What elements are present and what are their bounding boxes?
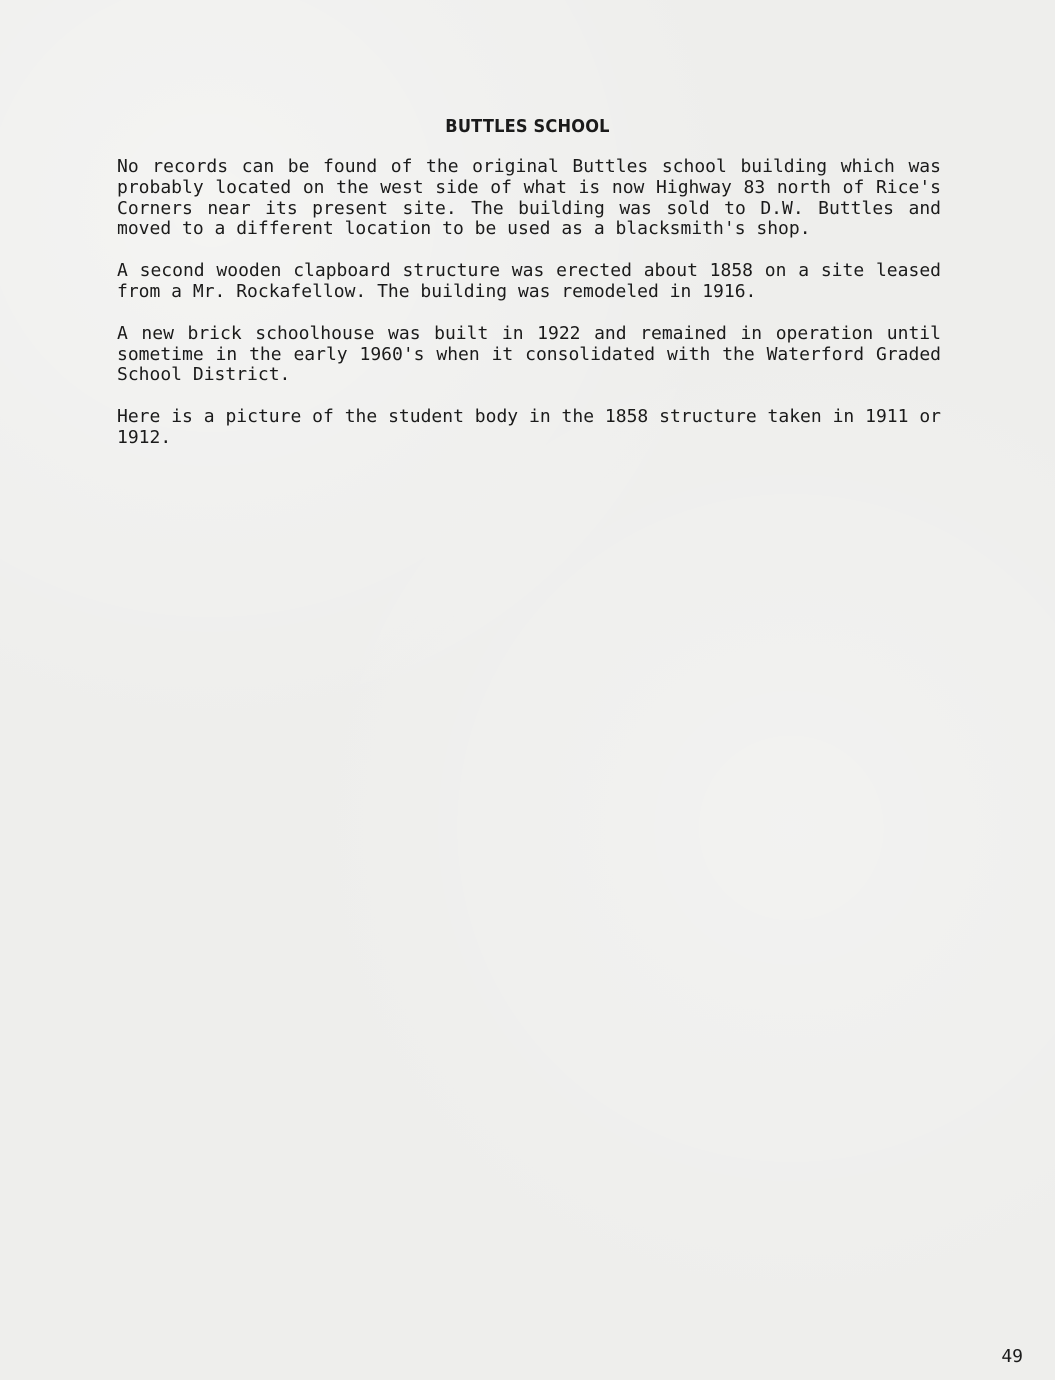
page-number: 49 <box>1001 1346 1023 1367</box>
document-title: BUTTLES SCHOOL <box>445 116 610 137</box>
paragraph-original-building: No records can be found of the original Buttles school building which was probably located on the west side of what is now Highway 83 north of Rice's Corners near its present site. The building was sold to D.W. Buttles and moved to a different location to be used as a blacksmith's shop. <box>117 156 941 240</box>
document-body <box>117 157 941 449</box>
paragraph-brick-schoolhouse: A new brick schoolhouse was built in 1922 and remained in operation until sometime in the early 1960's when it consolidated with the Waterford Graded School District. <box>117 322 941 386</box>
paragraph-picture-note: Here is a picture of the student body in the 1858 structure taken in 1911 or 1912. <box>117 406 941 448</box>
paragraph-second-structure: A second wooden clapboard structure was erected about 1858 on a site leased from a Mr. Rockafellow. The building was remodeled in 1916. <box>117 260 941 302</box>
